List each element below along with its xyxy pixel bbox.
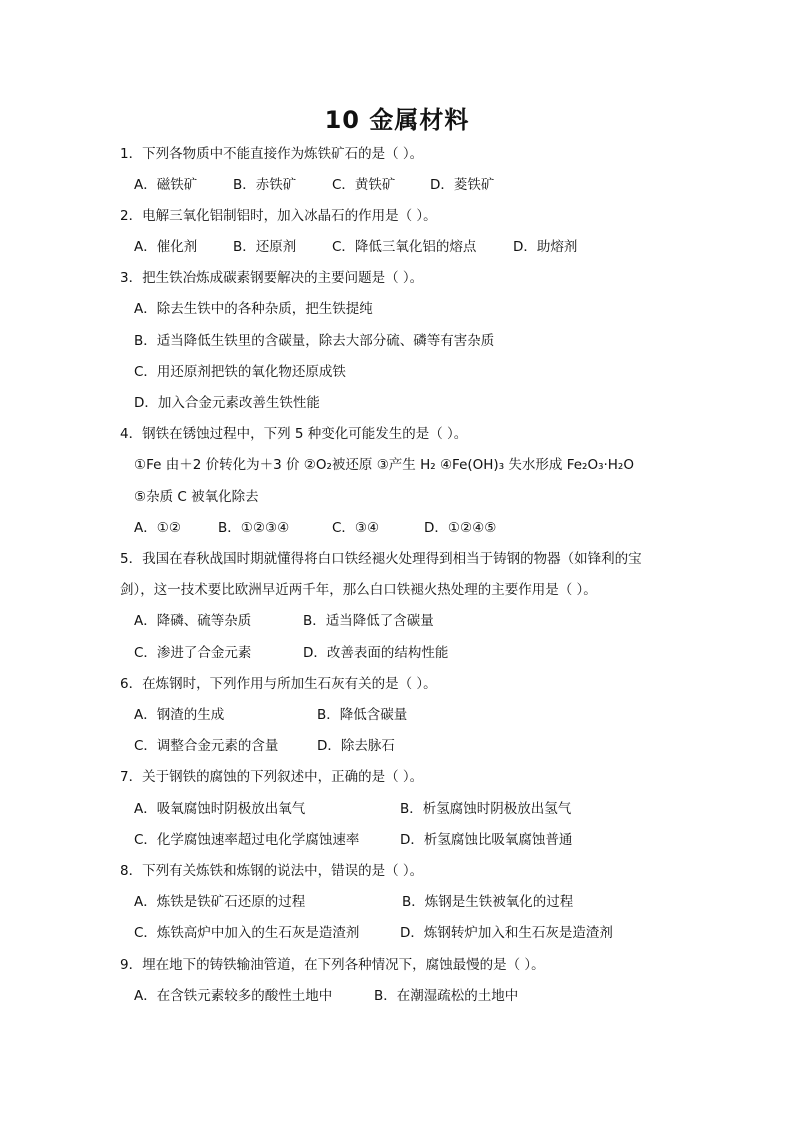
question-6-option-a: A．钢渣的生成 xyxy=(134,707,225,723)
question-6-option-b: B．降低含碳量 xyxy=(317,707,408,723)
question-2-option-b: B．还原剂 xyxy=(233,239,297,255)
question-5-option-c: C．渗进了合金元素 xyxy=(134,645,252,661)
question-4-items-line-2: ⑤杂质 C 被氧化除去 xyxy=(134,489,259,505)
question-3-option-c: C．用还原剂把铁的氧化物还原成铁 xyxy=(134,364,346,380)
question-1-option-c: C．黄铁矿 xyxy=(332,177,396,193)
question-3-option-d: D．加入合金元素改善生铁性能 xyxy=(134,395,320,411)
question-3-option-b: B．适当降低生铁里的含碳量，除去大部分硫、磷等有害杂质 xyxy=(134,333,495,349)
question-7-option-a: A．吸氧腐蚀时阴极放出氧气 xyxy=(134,801,306,817)
question-9-option-b: B．在潮湿疏松的土地中 xyxy=(374,988,519,1004)
question-2-option-a: A．催化剂 xyxy=(134,239,198,255)
question-8-option-a: A．炼铁是铁矿石还原的过程 xyxy=(134,894,306,910)
question-4-option-c: C．③④ xyxy=(332,520,380,536)
question-6-stem: 6．在炼钢时，下列作用与所加生石灰有关的是（ ）。 xyxy=(120,676,437,692)
question-5-stem-line-1: 5．我国在春秋战国时期就懂得将白口铁经褪火处理得到相当于铸钢的物器（如锋利的宝 xyxy=(120,551,642,567)
question-1-stem: 1．下列各物质中不能直接作为炼铁矿石的是（ ）。 xyxy=(120,146,424,162)
question-8-option-b: B．炼钢是生铁被氧化的过程 xyxy=(402,894,574,910)
question-9-stem: 9．埋在地下的铸铁输油管道，在下列各种情况下，腐蚀最慢的是（ ）。 xyxy=(120,957,545,973)
question-2-option-d: D．助熔剂 xyxy=(513,239,578,255)
question-4-stem: 4．钢铁在锈蚀过程中，下列 5 种变化可能发生的是（ ）。 xyxy=(120,426,468,442)
question-7-option-c: C．化学腐蚀速率超过电化学腐蚀速率 xyxy=(134,832,360,848)
question-6-option-c: C．调整合金元素的含量 xyxy=(134,738,279,754)
question-4-items-line-1: ①Fe 由＋2 价转化为＋3 价 ②O₂被还原 ③产生 H₂ ④Fe(OH)₃ 失水形成 Fe₂O₃·H₂O xyxy=(134,457,634,473)
question-4-option-b: B．①②③④ xyxy=(218,520,290,536)
question-3-option-a: A．除去生铁中的各种杂质，把生铁提纯 xyxy=(134,301,373,317)
question-8-option-d: D．炼钢转炉加入和生石灰是造渣剂 xyxy=(400,925,613,941)
question-2-stem: 2．电解三氧化铝制铝时，加入冰晶石的作用是（ ）。 xyxy=(120,208,437,224)
question-8-option-c: C．炼铁高炉中加入的生石灰是造渣剂 xyxy=(134,925,360,941)
question-4-option-d: D．①②④⑤ xyxy=(424,520,497,536)
question-1-option-b: B．赤铁矿 xyxy=(233,177,297,193)
page-title: 10 金属材料 xyxy=(324,106,470,134)
question-5-option-d: D．改善表面的结构性能 xyxy=(303,645,449,661)
question-5-option-a: A．降磷、硫等杂质 xyxy=(134,613,252,629)
question-8-stem: 8．下列有关炼铁和炼钢的说法中，错误的是（ ）。 xyxy=(120,863,424,879)
question-6-option-d: D．除去脉石 xyxy=(317,738,395,754)
question-9-option-a: A．在含铁元素较多的酸性土地中 xyxy=(134,988,333,1004)
question-4-option-a: A．①② xyxy=(134,520,181,536)
question-5-stem-line-2: 剑），这一技术要比欧洲早近两千年，那么白口铁褪火热处理的主要作用是（ ）。 xyxy=(120,582,597,598)
question-2-option-c: C．降低三氧化铝的熔点 xyxy=(332,239,477,255)
question-7-stem: 7．关于钢铁的腐蚀的下列叙述中，正确的是（ ）。 xyxy=(120,769,424,785)
question-7-option-d: D．析氢腐蚀比吸氧腐蚀普通 xyxy=(400,832,573,848)
question-7-option-b: B．析氢腐蚀时阴极放出氢气 xyxy=(400,801,572,817)
question-1-option-d: D．菱铁矿 xyxy=(430,177,495,193)
question-3-stem: 3．把生铁冶炼成碳素钢要解决的主要问题是（ ）。 xyxy=(120,270,424,286)
question-1-option-a: A．磁铁矿 xyxy=(134,177,198,193)
question-5-option-b: B．适当降低了含碳量 xyxy=(303,613,434,629)
